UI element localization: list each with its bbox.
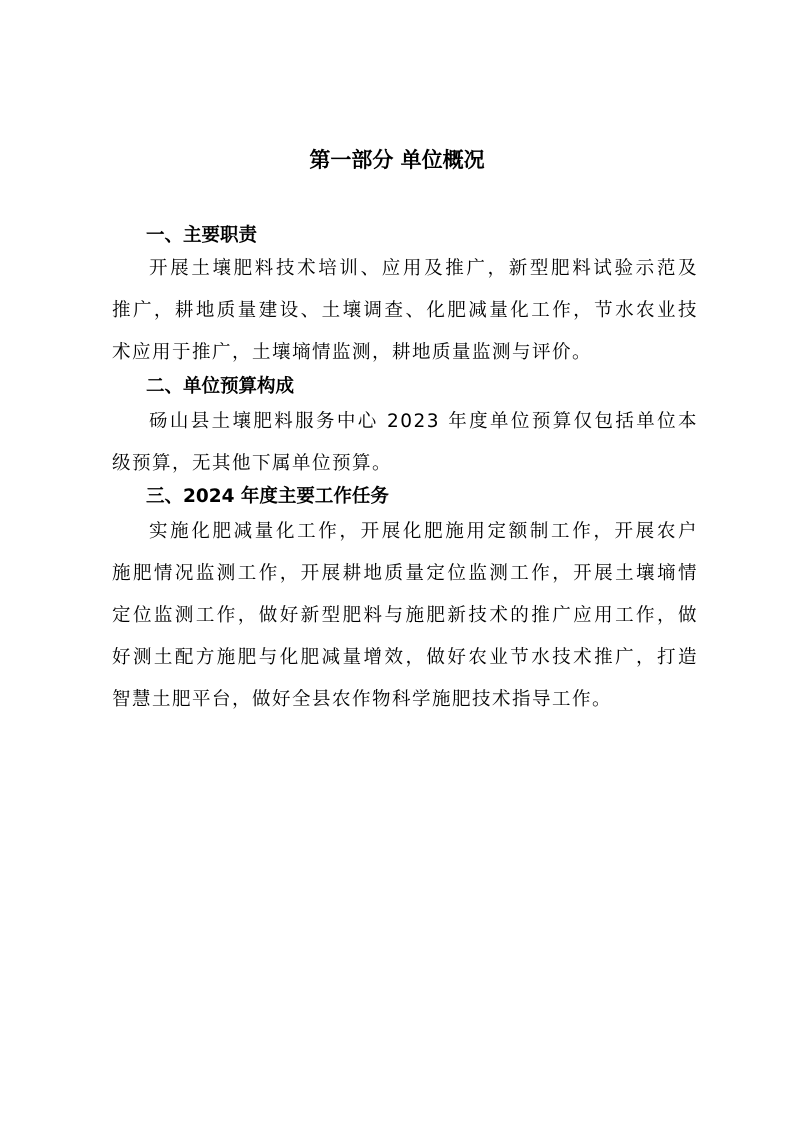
paragraph-line: 推广，耕地质量建设、土壤调查、化肥减量化工作，节水农业技 — [112, 300, 698, 321]
section-body-main-tasks — [112, 511, 698, 721]
paragraph-line: 术应用于推广，土壤墒情监测，耕地质量监测与评价。 — [112, 342, 593, 363]
section-heading-budget-composition: 二、单位预算构成 — [146, 376, 295, 397]
section-body-budget-composition — [112, 401, 698, 485]
page-title: 第一部分 单位概况 — [309, 148, 485, 172]
paragraph-line: 好测土配方施肥与化肥减量增效，做好农业节水技术推广，打造 — [112, 647, 698, 668]
section-heading-main-tasks: 三、2024 年度主要工作任务 — [146, 486, 389, 507]
paragraph-line: 施肥情况监测工作，开展耕地质量定位监测工作，开展土壤墒情 — [112, 563, 698, 584]
section-body-duties — [112, 248, 698, 374]
paragraph-line: 开展土壤肥料技术培训、应用及推广，新型肥料试验示范及 — [149, 258, 698, 279]
paragraph-line: 级预算，无其他下属单位预算。 — [112, 453, 393, 474]
section-heading-duties: 一、主要职责 — [146, 225, 258, 246]
paragraph-line: 智慧土肥平台，做好全县农作物科学施肥技术指导工作。 — [112, 689, 613, 710]
paragraph-line: 定位监测工作，做好新型肥料与施肥新技术的推广应用工作，做 — [112, 605, 698, 626]
paragraph-line: 砀山县土壤肥料服务中心 2023 年度单位预算仅包括单位本 — [149, 411, 698, 432]
paragraph-line: 实施化肥减量化工作，开展化肥施用定额制工作，开展农户 — [149, 521, 698, 542]
